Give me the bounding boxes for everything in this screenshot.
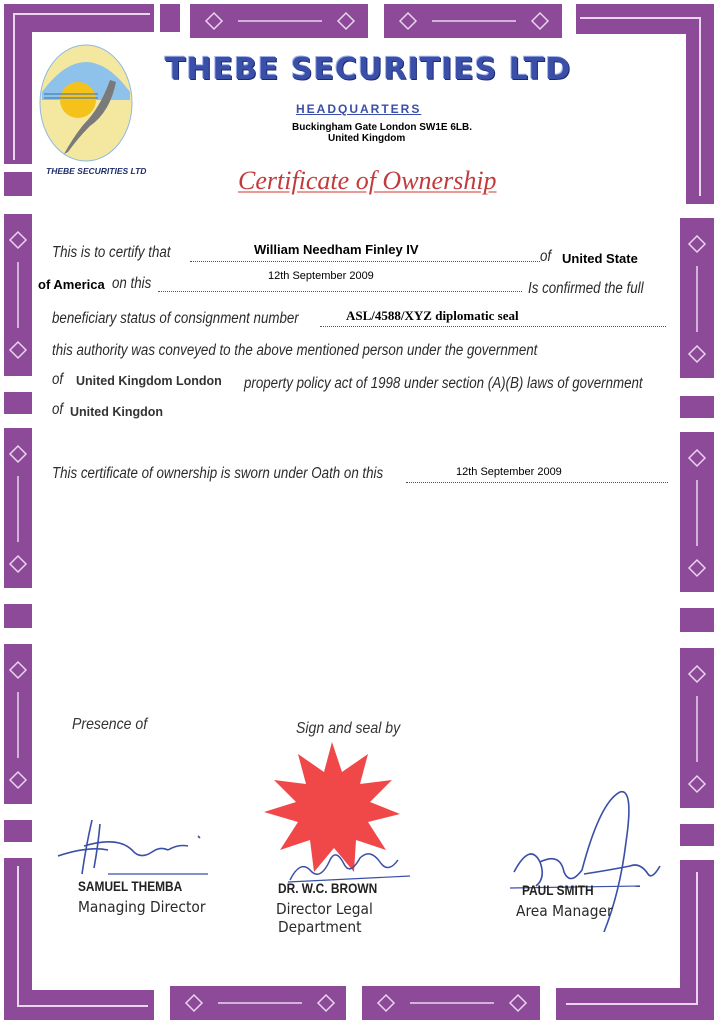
presence-label: Presence of: [72, 716, 148, 733]
dotted-line: [158, 291, 522, 292]
certify-text: This is to certify that: [52, 244, 171, 261]
country-part-1: United State: [562, 251, 638, 266]
signer-role-smith: Area Manager: [516, 902, 613, 920]
headquarters-label: HEADQUARTERS: [296, 102, 422, 116]
signer-name-smith: PAUL SMITH: [522, 882, 594, 898]
on-this-text: on this: [112, 275, 152, 292]
consignment-number: ASL/4588/XYZ diplomatic seal: [346, 308, 519, 323]
dotted-line: [320, 326, 666, 327]
certificate-title: Certificate of Ownership: [238, 166, 497, 195]
signer-role-themba: Managing Director: [78, 898, 206, 916]
signer-name-themba: SAMUEL THEMBA: [78, 878, 183, 894]
address-line-1: Buckingham Gate London SW1E 6LB.: [292, 122, 473, 133]
company-logo: [38, 42, 134, 164]
oath-text: This certificate of ownership is sworn under Oath on this: [52, 465, 384, 482]
logo-caption: THEBE SECURITIES LTD: [46, 166, 147, 176]
signer-role-brown-2: Department: [278, 918, 362, 936]
dotted-line: [406, 482, 668, 483]
beneficiary-text: beneficiary status of consignment number: [52, 310, 299, 327]
confirmed-text: Is confirmed the full: [528, 280, 644, 297]
authority-text: this authority was conveyed to the above mentioned person under the government: [52, 342, 538, 359]
issue-date: 12th September 2009: [268, 270, 374, 282]
signer-name-brown: DR. W.C. BROWN: [278, 880, 378, 896]
oath-date: 12th September 2009: [456, 466, 562, 478]
country-part-2: of America: [38, 277, 105, 292]
of-text: of: [540, 248, 552, 265]
dotted-line: [190, 261, 540, 262]
policy-act-text: property policy act of 1998 under section (A)(B) laws of government: [244, 375, 643, 392]
of-text: of: [52, 401, 64, 418]
of-text: of: [52, 371, 64, 388]
recipient-name: William Needham Finley IV: [254, 242, 419, 257]
signer-role-brown: Director Legal: [276, 900, 373, 918]
signature-themba: [48, 816, 218, 880]
address-line-2: United Kingdom: [328, 133, 406, 144]
government-country: United Kingdon: [70, 405, 164, 419]
location-text: United Kingdom London: [76, 374, 222, 388]
sign-seal-label: Sign and seal by: [296, 720, 401, 737]
company-name: THEBE SECURITIES LTD: [165, 52, 572, 87]
